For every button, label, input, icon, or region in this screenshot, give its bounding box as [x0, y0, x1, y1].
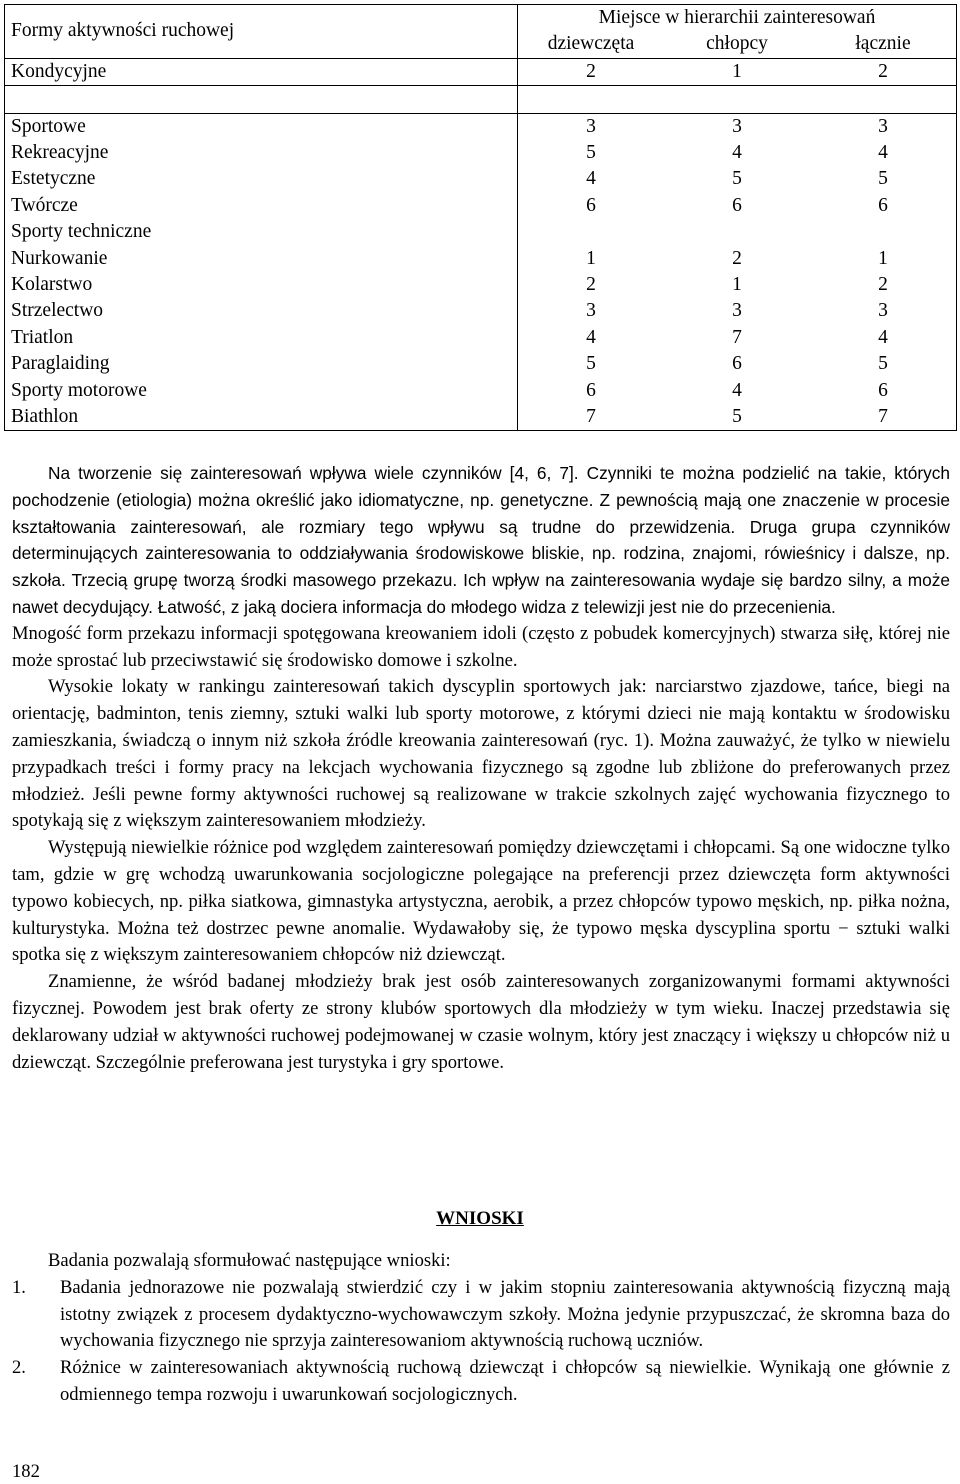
row-total: 3 — [810, 298, 957, 324]
header-forms: Formy aktywności ruchowej — [5, 5, 518, 59]
table-spacer-row — [5, 86, 957, 113]
list-item — [12, 1275, 950, 1355]
list-item-number: 2. — [12, 1357, 26, 1379]
row-boys — [664, 219, 810, 245]
row-total: 1 — [810, 246, 957, 272]
conclusions-list — [12, 1248, 950, 1409]
row-boys: 3 — [732, 300, 742, 322]
table-row — [5, 193, 957, 219]
row-name: Sporty techniczne — [5, 219, 518, 245]
row-girls: 2 — [518, 58, 665, 85]
header-hierarchy: Miejsce w hierarchii zainteresowań — [518, 5, 957, 32]
body-text-1 — [12, 460, 950, 1076]
table-header-row — [5, 5, 957, 32]
row-name: Kondycyjne — [5, 58, 518, 85]
paragraph-media: Mnogość form przekazu informacji spotęgowana kreowaniem idoli (często z pobudek komercyjnych) stwarza siłę, której nie może sprostać lub przeciwstawić się środowisko domowe i szkolne. — [12, 622, 950, 671]
table-row — [5, 219, 957, 245]
row-name: Kolarstwo — [5, 272, 518, 298]
conclusions-intro: Badania pozwalają sformułować następujące wnioski: — [48, 1250, 451, 1271]
row-girls: 5 — [518, 140, 665, 166]
row-total: 4 — [810, 325, 957, 351]
paragraph-factors: Na tworzenie się zainteresowań wpływa wiele czynników [4, 6, 7]. Czynniki te można podzielić na takie, których pochodzenie (etiologia) można określić jako idiomatyczne, np. genetyczne. Z pewnością mają one znaczenie w procesie kształtowania zainteresowań, ale rozmiary tego wpływu są trudne do przewidzenia. Druga grupa czynników determinujących zainteresowania to oddziaływania środowiskowe bliskie, np. rodzina, znajomi, rówieśnicy i dalsze, np. szkoła. Trzecią grupę tworzą środki masowego przekazu. Ich wpływ na zainteresowania wydaje się bardzo silny, a może nawet decydujący. Łatwość, z jaką dociera informacja do młodego widza z telewizji jest nie do przecenienia. — [12, 463, 950, 617]
row-girls: 3 — [518, 298, 665, 324]
row-name: Biathlon — [5, 404, 518, 431]
table-row — [5, 298, 957, 324]
row-girls: 5 — [518, 351, 665, 377]
table-row — [5, 272, 957, 298]
paragraph-differences: Występują niewielkie różnice pod względem zainteresowań pomiędzy dziewczętami i chłopcami. Są one widoczne tylko tam, gdzie w grę wchodzą uwarunkowania socjologiczne polegające na preferencji przez dziewczęta form aktywności typowo kobiecych, np. piłka siatkowa, gimnastyka artystyczna, aerobik, a przez chłopców typowo męskich, np. piłka nożna, kulturystyka. Można też dostrzec pewne anomalie. Wydawałoby się, że typowo męska dyscyplina sportu − sztuki walki spotka się z większym zainteresowaniem chłopców niż dziewcząt. — [12, 837, 950, 966]
list-item-number: 1. — [12, 1276, 26, 1298]
row-name: Strzelectwo — [5, 298, 518, 324]
row-girls: 4 — [518, 166, 665, 192]
row-name: Sportowe — [5, 113, 518, 140]
row-boys: 4 — [732, 379, 742, 401]
row-girls — [518, 219, 665, 245]
table-body — [5, 113, 957, 431]
table-row — [5, 378, 957, 404]
header-boys: chłopcy — [664, 31, 810, 58]
row-girls: 3 — [518, 113, 665, 140]
conclusions-heading: WNIOSKI — [436, 1208, 524, 1229]
row-total: 5 — [810, 166, 957, 192]
row-total: 3 — [810, 113, 957, 140]
row-name: Sporty motorowe — [5, 378, 518, 404]
table-row — [5, 325, 957, 351]
row-total: 6 — [810, 378, 957, 404]
row-boys: 2 — [732, 247, 742, 269]
paragraph-rankings: Wysokie lokaty w rankingu zainteresowań takich dyscyplin sportowych jak: narciarstwo zjazdowe, tańce, biegi na orientację, badminton, tenis ziemny, sztuki walki lub sporty motorowe, z którymi dzieci nie mają kontaktu w środowisku zamieszkania, świadczą o innym niż szkoła źródle kreowania zainteresowań (ryc. 1). Można zauważyć, że tylko w niewielu przypadkach treści i formy pracy na lekcjach wychowania fizycznego są zgodne lub zbliżone do preferowanych przez młodzież. Jeśli pewne formy aktywności ruchowej są realizowane w trakcie szkolnych zajęć wychowania fizycznego to spotykają się z większym zainteresowaniem młodzieży. — [12, 676, 950, 832]
row-name: Paraglaiding — [5, 351, 518, 377]
row-total — [810, 219, 957, 245]
table-row — [5, 166, 957, 192]
header-girls: dziewczęta — [518, 31, 665, 58]
row-total: 6 — [810, 193, 957, 219]
row-name: Rekreacyjne — [5, 140, 518, 166]
row-boys: 1 — [732, 274, 742, 296]
row-girls: 6 — [518, 193, 665, 219]
ranking-table — [4, 4, 957, 431]
row-boys: 3 — [664, 113, 810, 140]
row-total: 7 — [810, 404, 957, 431]
row-boys: 1 — [664, 58, 810, 85]
row-girls: 1 — [518, 246, 665, 272]
table-row — [5, 140, 957, 166]
row-total: 2 — [810, 58, 957, 85]
row-name: Triatlon — [5, 325, 518, 351]
row-girls: 2 — [518, 272, 665, 298]
list-item — [12, 1355, 950, 1409]
list-item-text: Badania jednorazowe nie pozwalają stwierdzić czy i w jakim stopniu zainteresowania aktywnością fizyczną mają istotny związek z procesem dydaktyczno-wychowawczym szkoły. Można jedynie przypuszczać, że skromna baza do wychowania fizycznego nie sprzyja zainteresowaniom aktywnością ruchową uczniów. — [60, 1276, 950, 1352]
row-boys: 7 — [732, 326, 742, 348]
row-boys: 5 — [664, 404, 810, 431]
row-name: Estetyczne — [5, 166, 518, 192]
table-row — [5, 351, 957, 377]
list-item-text: Różnice w zainteresowaniach aktywnością ruchową dziewcząt i chłopców są niewielkie. Wynikają one głównie z odmiennego tempa rozwoju i uwarunkowań socjologicznych. — [60, 1357, 950, 1405]
row-girls: 6 — [518, 378, 665, 404]
row-total: 2 — [810, 272, 957, 298]
table-row — [5, 113, 957, 140]
table-row — [5, 404, 957, 431]
page-number: 182 — [12, 1461, 40, 1482]
paragraph-organized: Znamienne, że wśród badanej młodzieży brak jest osób zainteresowanych zorganizowanymi formami aktywności fizycznej. Powodem jest brak oferty ze strony klubów sportowych dla młodzieży w tym wieku. Inaczej przedstawia się deklarowany udział w aktywności ruchowej podejmowanej w czasie wolnym, który jest znaczący i większy u chłopców niż u dziewcząt. Szczególnie preferowana jest turystyka i gry sportowe. — [12, 971, 950, 1073]
row-total: 4 — [810, 140, 957, 166]
row-boys: 4 — [732, 142, 742, 164]
table-row — [5, 246, 957, 272]
row-girls: 4 — [518, 325, 665, 351]
row-total: 5 — [810, 351, 957, 377]
row-boys: 6 — [732, 194, 742, 216]
row-name: Nurkowanie — [5, 246, 518, 272]
row-boys: 6 — [732, 353, 742, 375]
row-girls: 7 — [518, 404, 665, 431]
row-name: Twórcze — [5, 193, 518, 219]
row-boys: 5 — [732, 168, 742, 190]
table-row — [5, 58, 957, 85]
header-total: łącznie — [810, 31, 957, 58]
